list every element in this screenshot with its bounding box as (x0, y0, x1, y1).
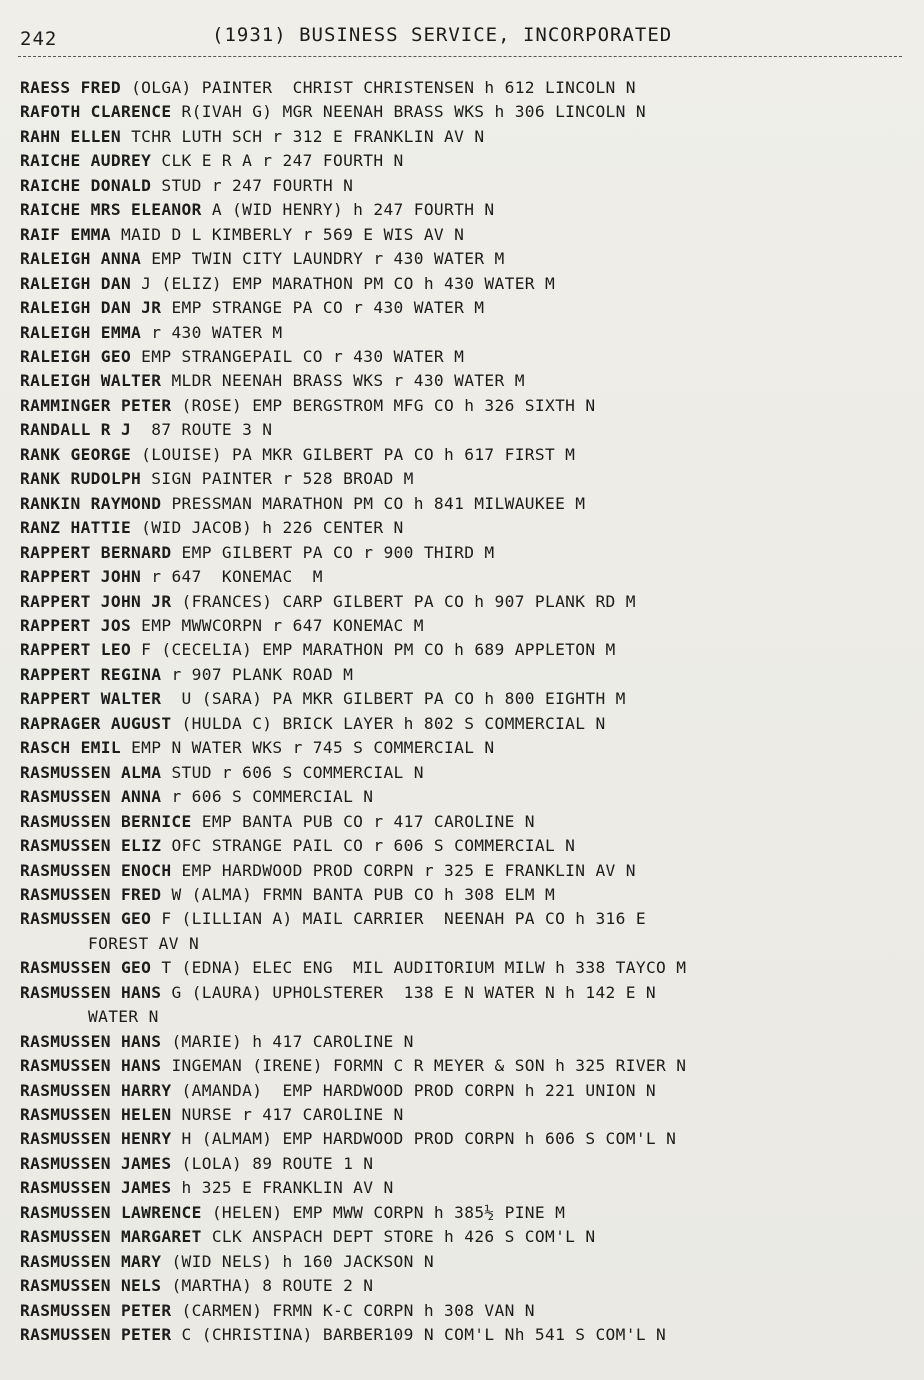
directory-entry (20, 516, 910, 540)
directory-entry (20, 1274, 910, 1298)
directory-entry (20, 345, 910, 369)
directory-entry (20, 663, 910, 687)
directory-entry (20, 272, 910, 296)
page-title: (1931) BUSINESS SERVICE, INCORPORATED (212, 24, 673, 46)
directory-entry (20, 565, 910, 589)
directory-entry (20, 149, 910, 173)
entry-detail: U (SARA) PA MKR GILBERT PA CO h 800 EIGHTH M (161, 689, 626, 709)
entry-name: RANK RUDOLPH (20, 469, 142, 489)
entry-name: RASMUSSEN PETER (20, 1325, 172, 1345)
directory-entry (20, 76, 910, 100)
entry-detail: (MARTHA) 8 ROUTE 2 N (161, 1276, 374, 1296)
entry-detail: EMP GILBERT PA CO r 900 THIRD M (171, 542, 495, 562)
entry-name: RANK GEORGE (20, 444, 132, 464)
directory-entry (20, 736, 910, 760)
entry-detail: W (ALMA) FRMN BANTA PUB CO h 308 ELM M (161, 884, 556, 904)
entry-name: RANZ HATTIE (20, 518, 132, 538)
entry-name: RAHN ELLEN (20, 126, 121, 146)
directory-entry (20, 223, 910, 247)
entry-name: RAIF EMMA (20, 224, 111, 244)
entry-name: RAPRAGER AUGUST (20, 713, 172, 733)
directory-entry (20, 1176, 910, 1200)
directory-entry (20, 956, 910, 980)
entry-detail: TCHR LUTH SCH r 312 E FRANKLIN AV N (120, 126, 485, 146)
entry-name: RASMUSSEN HELEN (20, 1105, 172, 1125)
directory-entry (20, 541, 910, 565)
entry-name: RASMUSSEN ENOCH (20, 860, 172, 880)
directory-entry (20, 785, 910, 809)
directory-entry (20, 907, 910, 956)
entry-name: RASMUSSEN HANS (20, 1056, 162, 1076)
entry-detail: EMP STRANGEPAIL CO r 430 WATER M (131, 346, 465, 366)
entry-name: RAMMINGER PETER (20, 395, 172, 415)
entry-detail: (AMANDA) EMP HARDWOOD PROD CORPN h 221 UNION N (171, 1080, 657, 1100)
entry-detail: (CARMEN) FRMN K-C CORPN h 308 VAN N (171, 1300, 535, 1320)
entry-name: RANKIN RAYMOND (20, 493, 162, 513)
entry-detail: (LOUISE) PA MKR GILBERT PA CO h 617 FIRST M (131, 444, 576, 464)
entry-detail: (MARIE) h 417 CAROLINE N (161, 1031, 414, 1051)
entry-detail: MAID D L KIMBERLY r 569 E WIS AV N (110, 224, 465, 244)
directory-entry (20, 369, 910, 393)
directory-entry (20, 467, 910, 491)
entry-detail: h 325 E FRANKLIN AV N (171, 1178, 394, 1198)
entry-name: RASMUSSEN GEO (20, 909, 152, 929)
entry-name: RAPPERT JOHN (20, 567, 142, 587)
entry-detail: CLK E R A r 247 FOURTH N (151, 151, 404, 171)
page-number: 242 (20, 28, 58, 50)
directory-entry (20, 443, 910, 467)
entry-name: RAPPERT WALTER (20, 689, 162, 709)
directory-entry (20, 1030, 910, 1054)
entry-detail: r 606 S COMMERCIAL N (161, 787, 374, 807)
directory-entry (20, 1201, 910, 1225)
directory-entry (20, 1152, 910, 1176)
entry-detail: F (CECELIA) EMP MARATHON PM CO h 689 APPLETON M (131, 640, 616, 660)
directory-entry (20, 614, 910, 638)
entry-name: RASMUSSEN HENRY (20, 1129, 172, 1149)
entry-name: RASMUSSEN JAMES (20, 1153, 172, 1173)
entry-detail: EMP MWWCORPN r 647 KONEMAC M (131, 615, 424, 635)
entry-detail: (OLGA) PAINTER CHRIST CHRISTENSEN h 612 LINCOLN N (120, 78, 636, 97)
entry-detail: EMP BANTA PUB CO r 417 CAROLINE N (191, 811, 535, 831)
directory-entry (20, 810, 910, 834)
directory-entry (20, 174, 910, 198)
directory-entry (20, 1225, 910, 1249)
entry-detail: CLK ANSPACH DEPT STORE h 426 S COM'L N (201, 1227, 596, 1247)
directory-entry (20, 761, 910, 785)
entry-continuation: FOREST AV N (88, 933, 200, 953)
entry-name: RAICHE AUDREY (20, 151, 152, 171)
entry-name: RANDALL R J (20, 420, 132, 440)
entry-name: RALEIGH EMMA (20, 322, 142, 342)
directory-entry (20, 1054, 910, 1078)
entry-detail: (ROSE) EMP BERGSTROM MFG CO h 326 SIXTH N (171, 395, 596, 415)
entry-name: RASMUSSEN ELIZ (20, 836, 162, 856)
entry-name: RASMUSSEN PETER (20, 1300, 172, 1320)
entry-continuation: WATER N (88, 1007, 159, 1027)
entry-name: RASMUSSEN MARY (20, 1251, 162, 1271)
directory-entry (20, 492, 910, 516)
directory-entry (20, 394, 910, 418)
entry-detail: EMP STRANGE PA CO r 430 WATER M (161, 298, 485, 318)
entry-detail: (HELEN) EMP MWW CORPN h 385½ PINE M (201, 1202, 566, 1222)
directory-entry (20, 1103, 910, 1127)
directory-entry (20, 859, 910, 883)
entry-detail: G (LAURA) UPHOLSTERER 138 E N WATER N h 142 E N (161, 982, 657, 1002)
entry-detail: PRESSMAN MARATHON PM CO h 841 MILWAUKEE M (161, 493, 586, 513)
entry-detail: (WID JACOB) h 226 CENTER N (131, 518, 404, 538)
entry-detail: (FRANCES) CARP GILBERT PA CO h 907 PLANK RD M (171, 591, 636, 611)
directory-entry (20, 198, 910, 222)
directory-entry (20, 1127, 910, 1151)
entry-name: RASMUSSEN NELS (20, 1276, 162, 1296)
entry-detail: r 430 WATER M (141, 322, 283, 342)
directory-entry (20, 100, 910, 124)
entry-name: RALEIGH GEO (20, 346, 132, 366)
entry-detail: F (LILLIAN A) MAIL CARRIER NEENAH PA CO h 316 E (151, 909, 646, 929)
entry-detail: STUD r 247 FOURTH N (151, 175, 354, 195)
entry-name: RALEIGH ANNA (20, 249, 142, 269)
entry-detail: NURSE r 417 CAROLINE N (171, 1105, 404, 1125)
directory-entry (20, 687, 910, 711)
entry-name: RASMUSSEN MARGARET (20, 1227, 202, 1247)
entry-name: RASCH EMIL (20, 738, 121, 758)
entry-detail: MLDR NEENAH BRASS WKS r 430 WATER M (161, 371, 525, 391)
directory-entry (20, 321, 910, 345)
entry-name: RASMUSSEN JAMES (20, 1178, 172, 1198)
entry-detail: C (CHRISTINA) BARBER109 N COM'L Nh 541 S COM'L N (171, 1325, 667, 1345)
directory-entry (20, 247, 910, 271)
entry-name: RAESS FRED (20, 78, 121, 97)
directory-entry (20, 981, 910, 1030)
entry-detail: EMP N WATER WKS r 745 S COMMERCIAL N (120, 738, 495, 758)
directory-entry (20, 712, 910, 736)
entry-name: RASMUSSEN LAWRENCE (20, 1202, 202, 1222)
directory-entry (20, 1323, 910, 1347)
entry-name: RALEIGH DAN JR (20, 298, 162, 318)
directory-entry (20, 125, 910, 149)
directory-entry (20, 296, 910, 320)
entry-name: RASMUSSEN GEO (20, 958, 152, 978)
entry-name: RASMUSSEN BERNICE (20, 811, 192, 831)
entry-detail: J (ELIZ) EMP MARATHON PM CO h 430 WATER M (131, 273, 556, 293)
directory-entry (20, 590, 910, 614)
entry-detail: (WID NELS) h 160 JACKSON N (161, 1251, 434, 1271)
entry-name: RAPPERT JOS (20, 615, 132, 635)
entry-name: RASMUSSEN HANS (20, 1031, 162, 1051)
entry-name: RAPPERT JOHN JR (20, 591, 172, 611)
entry-detail: STUD r 606 S COMMERCIAL N (161, 762, 424, 782)
entry-detail: H (ALMAM) EMP HARDWOOD PROD CORPN h 606 S COM'L N (171, 1129, 677, 1149)
entry-name: RASMUSSEN HARRY (20, 1080, 172, 1100)
entry-name: RASMUSSEN ANNA (20, 787, 162, 807)
entry-name: RALEIGH WALTER (20, 371, 162, 391)
entry-name: RAPPERT REGINA (20, 664, 162, 684)
entry-name: RAICHE DONALD (20, 175, 152, 195)
directory-entry (20, 834, 910, 858)
entry-name: RAPPERT BERNARD (20, 542, 172, 562)
entry-detail: (HULDA C) BRICK LAYER h 802 S COMMERCIAL N (171, 713, 606, 733)
directory-entry (20, 418, 910, 442)
directory-entry (20, 1250, 910, 1274)
entry-detail: EMP TWIN CITY LAUNDRY r 430 WATER M (141, 249, 505, 269)
entry-name: RALEIGH DAN (20, 273, 132, 293)
directory-entry (20, 638, 910, 662)
entry-name: RAFOTH CLARENCE (20, 102, 172, 122)
directory-entry (20, 883, 910, 907)
entry-detail: INGEMAN (IRENE) FORMN C R MEYER & SON h 325 RIVER N (161, 1056, 687, 1076)
directory-entry (20, 1299, 910, 1323)
entry-detail: EMP HARDWOOD PROD CORPN r 325 E FRANKLIN AV N (171, 860, 636, 880)
entry-detail: 87 ROUTE 3 N (131, 420, 273, 440)
entry-detail: OFC STRANGE PAIL CO r 606 S COMMERCIAL N (161, 836, 576, 856)
entry-name: RASMUSSEN ALMA (20, 762, 162, 782)
entry-name: RASMUSSEN HANS (20, 982, 162, 1002)
entry-detail: R(IVAH G) MGR NEENAH BRASS WKS h 306 LINCOLN N (171, 102, 646, 122)
entry-detail: T (EDNA) ELEC ENG MIL AUDITORIUM MILW h 338 TAYCO M (151, 958, 687, 978)
entry-detail: r 647 KONEMAC M (141, 567, 323, 587)
entry-detail: r 907 PLANK ROAD M (161, 664, 354, 684)
entry-detail: (LOLA) 89 ROUTE 1 N (171, 1153, 374, 1173)
entry-name: RAICHE MRS ELEANOR (20, 200, 202, 220)
directory-entries (20, 76, 910, 1348)
entry-detail: SIGN PAINTER r 528 BROAD M (141, 469, 414, 489)
entry-name: RASMUSSEN FRED (20, 884, 162, 904)
directory-entry (20, 1079, 910, 1103)
header-divider (18, 56, 902, 57)
entry-detail: A (WID HENRY) h 247 FOURTH N (201, 200, 495, 220)
entry-name: RAPPERT LEO (20, 640, 132, 660)
